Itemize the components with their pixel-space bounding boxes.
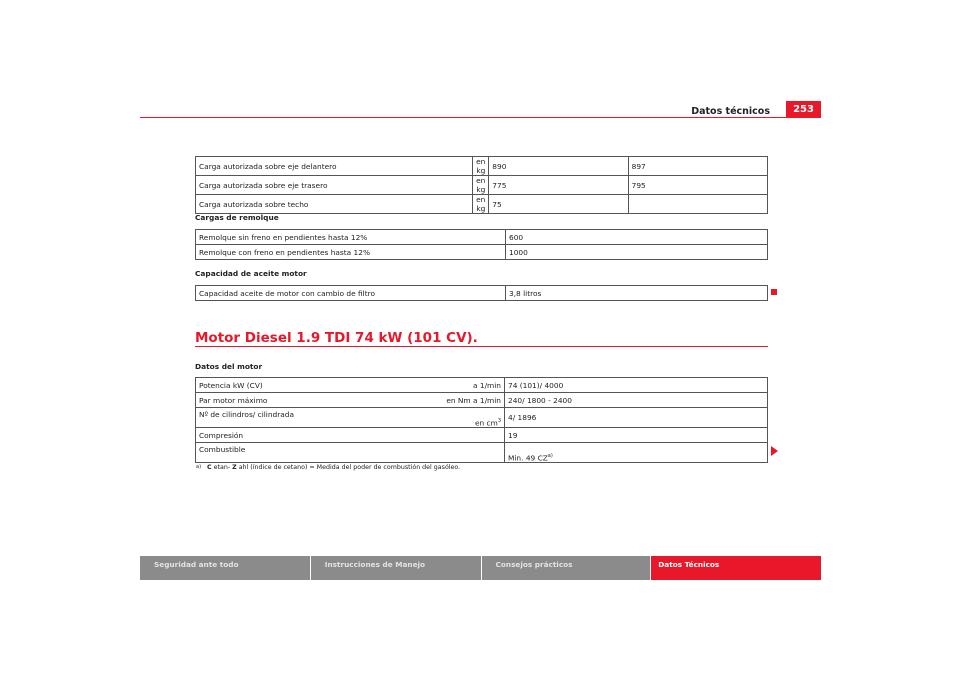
row-value-2: 897 — [628, 157, 767, 176]
row-label: Carga autorizada sobre techo — [196, 195, 473, 214]
row-label: Par motor máximo — [196, 393, 423, 408]
unit-text: en cm — [474, 418, 498, 427]
table-row — [196, 176, 768, 195]
row-value: 4/ 1896 — [505, 408, 768, 428]
aceite-heading: Capacidad de aceite motor — [195, 269, 307, 278]
row-label: Carga autorizada sobre eje delantero — [196, 157, 473, 176]
row-label: Compresión — [196, 428, 423, 443]
end-of-section-marker — [771, 289, 777, 295]
row-value-1: 775 — [489, 176, 628, 195]
row-unit — [422, 408, 505, 428]
footer-nav — [140, 556, 821, 580]
row-label: Nº de cilindros/ cilindrada — [196, 408, 423, 428]
row-unit — [422, 428, 505, 443]
row-value — [505, 443, 768, 463]
footer-tab-consejos[interactable]: Consejos prácticos — [482, 556, 651, 580]
row-unit: en kg — [473, 157, 489, 176]
row-value: 600 — [506, 230, 768, 245]
row-label: Capacidad aceite de motor con cambio de filtro — [196, 286, 506, 301]
table-row — [196, 286, 768, 301]
row-value-2 — [628, 195, 767, 214]
footnote-text: ahl (índice de cetano) = Medida del poder de combustión del gasóleo. — [236, 464, 461, 471]
table-row — [196, 443, 768, 463]
row-label: Potencia kW (CV) — [196, 378, 423, 393]
table-row — [196, 393, 768, 408]
motor-section-title: Motor Diesel 1.9 TDI 74 kW (101 CV). — [195, 330, 478, 346]
row-value: 74 (101)/ 4000 — [505, 378, 768, 393]
table-row — [196, 408, 768, 428]
motor-table — [195, 377, 768, 463]
row-unit: en kg — [473, 195, 489, 214]
page-number: 253 — [786, 101, 821, 118]
footer-tab-datos-tecnicos[interactable]: Datos Técnicos — [651, 556, 821, 580]
row-label: Remolque sin freno en pendientes hasta 12% — [196, 230, 506, 245]
row-value: 1000 — [506, 245, 768, 260]
row-unit: a 1/min — [422, 378, 505, 393]
carga-table — [195, 156, 768, 214]
footnote-marker: a) — [196, 464, 202, 470]
footer-tab-seguridad[interactable]: Seguridad ante todo — [140, 556, 310, 580]
row-label: Combustible — [196, 443, 423, 463]
page-header-title: Datos técnicos — [691, 106, 770, 117]
table-row — [196, 378, 768, 393]
header-rule — [140, 117, 821, 118]
footnote-ref: a) — [547, 452, 553, 459]
footnote-z: Z — [232, 464, 237, 471]
continue-arrow-icon — [771, 446, 778, 456]
footer-tab-instrucciones[interactable]: Instrucciones de Manejo — [311, 556, 481, 580]
row-value-1: 75 — [489, 195, 628, 214]
footnote-c: C — [207, 464, 212, 471]
table-row — [196, 230, 768, 245]
row-unit: en kg — [473, 176, 489, 195]
motor-title-rule — [195, 346, 768, 347]
motor-heading: Datos del motor — [195, 362, 263, 371]
value-text: Min. 49 CZ — [508, 453, 548, 462]
row-label: Carga autorizada sobre eje trasero — [196, 176, 473, 195]
aceite-table — [195, 285, 768, 301]
row-unit: en Nm a 1/min — [422, 393, 505, 408]
row-value: 3,8 litros — [506, 286, 768, 301]
table-row — [196, 195, 768, 214]
table-row — [196, 157, 768, 176]
unit-superscript: 3 — [497, 417, 501, 424]
row-unit — [422, 443, 505, 463]
remolque-table — [195, 229, 768, 260]
table-row — [196, 245, 768, 260]
row-value: 240/ 1800 - 2400 — [505, 393, 768, 408]
row-value: 19 — [505, 428, 768, 443]
footnote — [196, 464, 460, 471]
table-row — [196, 428, 768, 443]
footnote-mid: etan- — [211, 464, 233, 471]
row-value-1: 890 — [489, 157, 628, 176]
row-label: Remolque con freno en pendientes hasta 12% — [196, 245, 506, 260]
remolque-heading: Cargas de remolque — [195, 213, 279, 222]
row-value-2: 795 — [628, 176, 767, 195]
